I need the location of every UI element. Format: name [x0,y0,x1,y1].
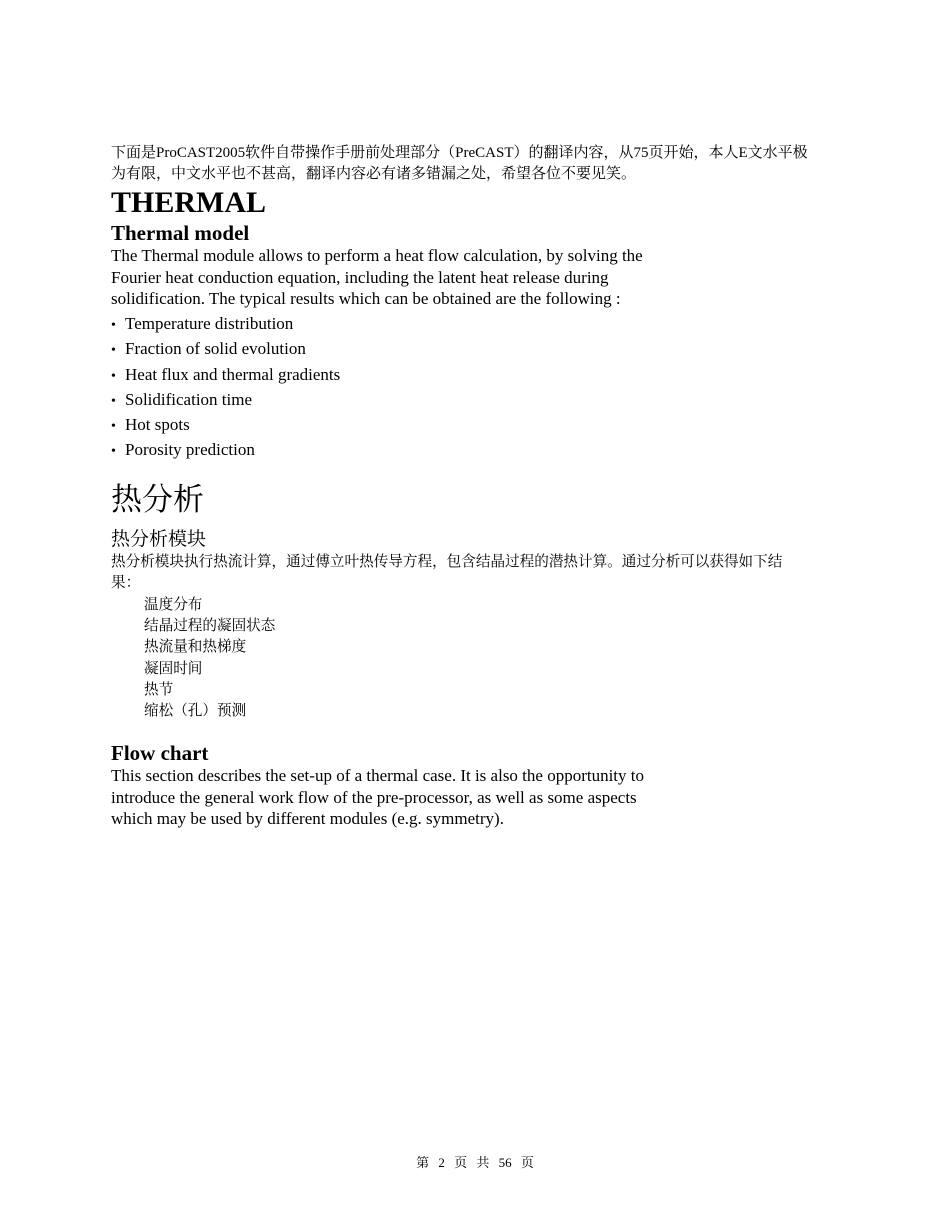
list-item-text: Hot spots [125,415,190,435]
list-item [111,313,340,338]
paragraph-line: introduce the general work flow of the pre-processor, as well as some aspects [111,787,637,807]
heading-flow-chart: Flow chart [111,741,209,765]
list-item: 缩松（孔）预测 [144,702,247,719]
thermal-results-list [111,313,340,465]
total-pages: 56 [498,1155,512,1170]
paragraph-line: 热分析模块执行热流计算，通过傅立叶热传导方程，包含结晶过程的潜热计算。通过分析可以获得如下结 [111,554,783,570]
list-item [111,338,340,363]
footer-word: 共 [476,1155,490,1170]
bullet-icon: • [111,368,116,384]
page-number: 2 [438,1155,445,1170]
intro-line: 为有限，中文水平也不甚高，翻译内容必有诸多错漏之处，希望各位不要见笑。 [111,166,637,182]
flow-chart-paragraph [111,765,711,830]
translator-intro [111,143,866,185]
list-item: 热流量和热梯度 [144,639,247,656]
bullet-icon: • [111,318,116,333]
list-item-text: Solidification time [125,389,253,409]
thermal-model-paragraph [111,245,711,310]
bullet-icon: • [111,393,116,409]
paragraph-line: which may be used by different modules (e.g. symmetry). [111,809,504,828]
list-item [111,414,340,439]
paragraph-line: This section describes the set-up of a thermal case. It is also the opportunity to [111,766,645,785]
paragraph-line: The Thermal module allows to perform a heat flow calculation, by solving the [111,246,643,265]
paragraph-line: solidification. The typical results which can be obtained are the following : [111,289,621,308]
list-item: 热节 [144,681,174,698]
section-title-chinese: 热分析 [111,482,204,518]
paragraph-line: Fourier heat conduction equation, including the latent heat release during [111,267,609,287]
footer-word: 页 [520,1155,534,1170]
intro-line: 下面是ProCAST2005软件自带操作手册前处理部分（PreCAST）的翻译内容，从75页开始，本人E文水平极 [111,145,808,161]
heading-thermal-model: Thermal model [111,221,250,245]
footer-word: 第 [416,1155,430,1170]
list-item-text: Fraction of solid evolution [125,339,306,359]
footer-word: 页 [454,1155,468,1170]
list-item: 温度分布 [144,597,203,613]
bullet-icon: • [111,343,116,359]
chinese-results-list [144,595,275,722]
list-item [111,389,340,414]
list-item: 凝固时间 [144,660,203,677]
list-item-text: Porosity prediction [125,440,255,460]
chinese-paragraph [111,552,866,594]
page-footer [0,1154,950,1172]
list-item: 结晶过程的凝固状态 [144,618,276,635]
list-item-text: Temperature distribution [125,314,294,333]
paragraph-line: 果： [111,575,141,591]
list-item [111,439,340,464]
section-title-thermal: THERMAL [111,186,267,219]
bullet-icon: • [111,444,116,460]
heading-chinese-module: 热分析模块 [111,528,207,550]
bullet-icon: • [111,419,116,435]
list-item-text: Heat flux and thermal gradients [125,364,341,384]
list-item [111,364,340,389]
